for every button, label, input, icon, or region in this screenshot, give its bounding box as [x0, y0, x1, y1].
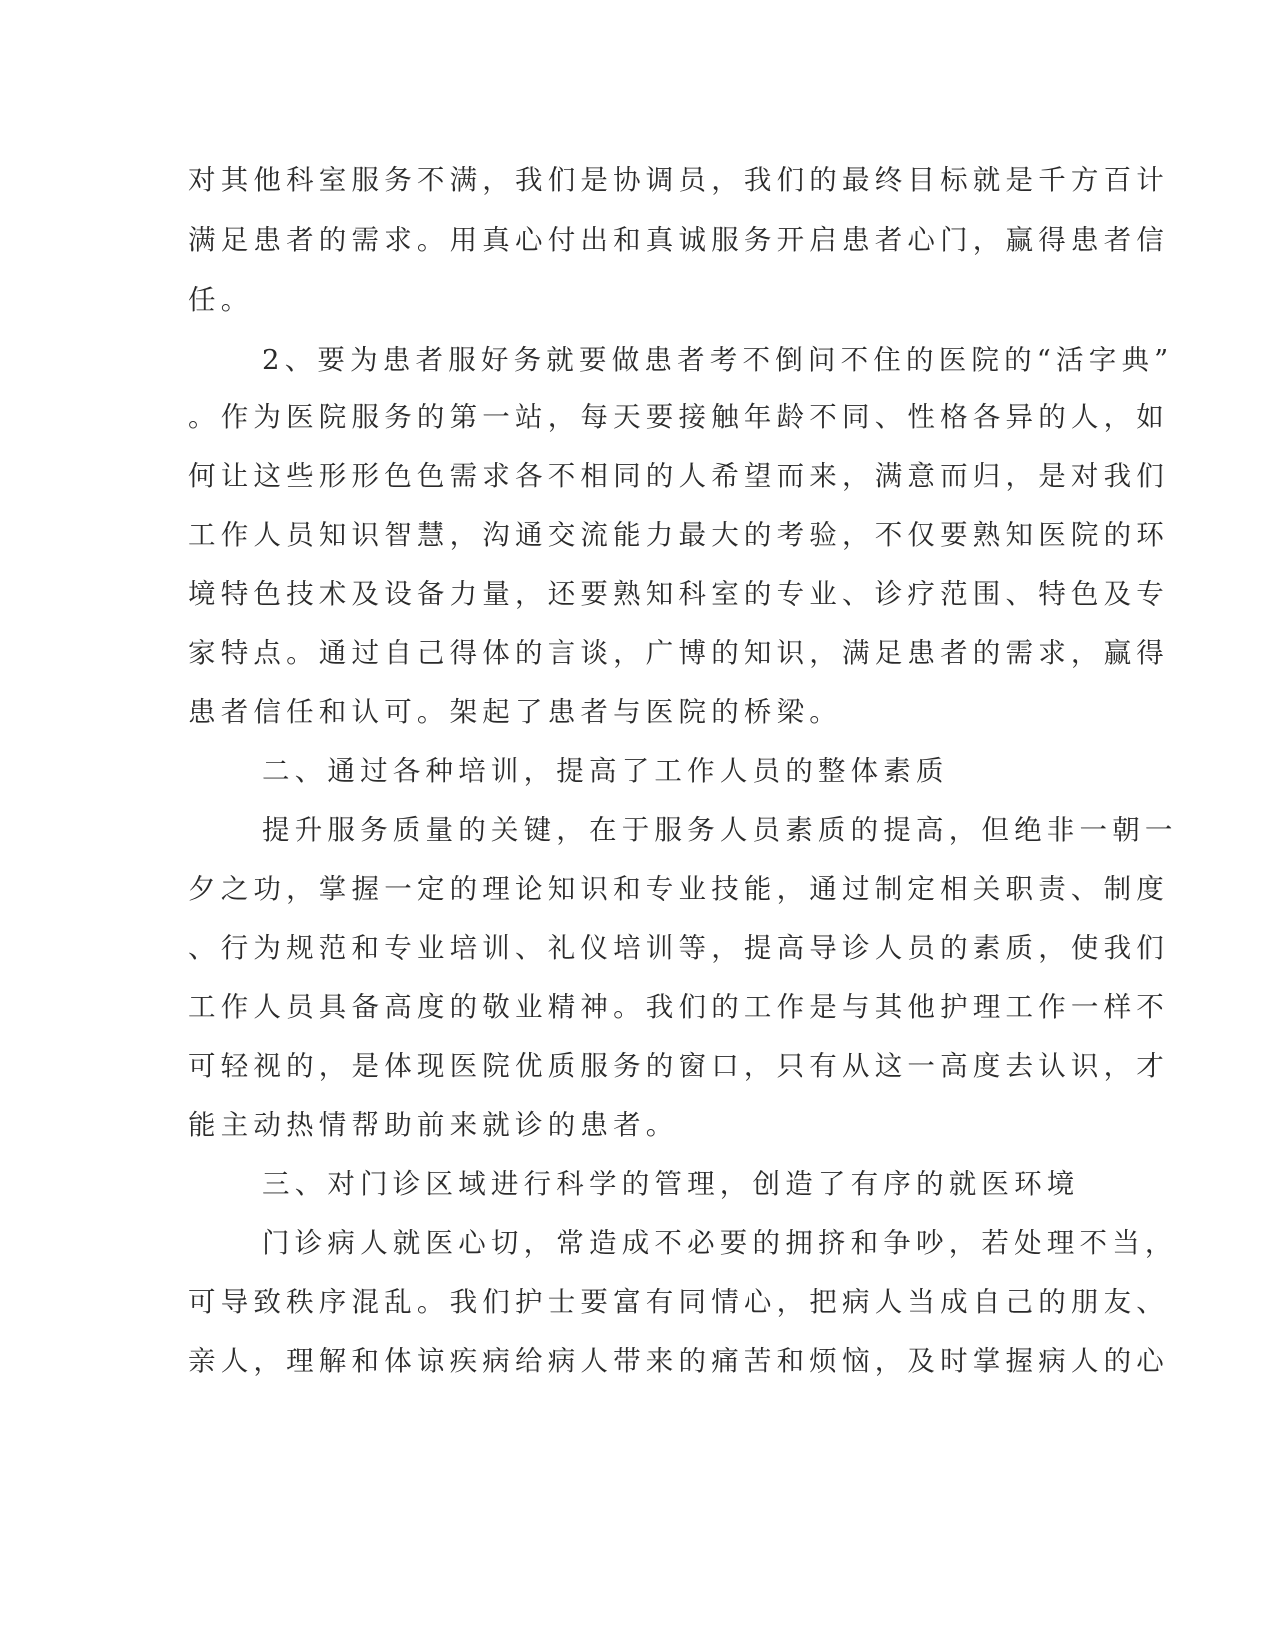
paragraph-line: 。作为医院服务的第一站，每天要接触年龄不同、性格各异的人，如 [188, 401, 1169, 433]
paragraph-line: 门诊病人就医心切，常造成不必要的拥挤和争吵，若处理不当， [262, 1227, 1178, 1259]
paragraph-line: 患者信任和认可。架起了患者与医院的桥梁。 [188, 696, 842, 728]
section-heading: 二、通过各种培训，提高了工作人员的整体素质 [262, 755, 949, 787]
paragraph-line: 可轻视的，是体现医院优质服务的窗口，只有从这一高度去认识，才 [188, 1050, 1169, 1082]
paragraph-line: 、行为规范和专业培训、礼仪培训等，提高导诊人员的素质，使我们 [188, 932, 1169, 964]
paragraph-line: 任。 [188, 284, 254, 316]
paragraph-line: 工作人员知识智慧，沟通交流能力最大的考验，不仅要熟知医院的环 [188, 519, 1169, 551]
paragraph-line: 境特色技术及设备力量，还要熟知科室的专业、诊疗范围、特色及专 [188, 578, 1169, 610]
paragraph-line: 工作人员具备高度的敬业精神。我们的工作是与其他护理工作一样不 [188, 991, 1169, 1023]
section-heading: 三、对门诊区域进行科学的管理，创造了有序的就医环境 [262, 1168, 1080, 1200]
paragraph-line: 家特点。通过自己得体的言谈，广博的知识，满足患者的需求，赢得 [188, 637, 1169, 669]
paragraph-line: 夕之功，掌握一定的理论知识和专业技能，通过制定相关职责、制度 [188, 873, 1169, 905]
paragraph-line: 满足患者的需求。用真心付出和真诚服务开启患者心门，赢得患者信 [188, 224, 1169, 256]
paragraph-line: 对其他科室服务不满，我们是协调员，我们的最终目标就是千方百计 [188, 164, 1169, 196]
paragraph-line: 亲人，理解和体谅疾病给病人带来的痛苦和烦恼，及时掌握病人的心 [188, 1345, 1169, 1377]
paragraph-line: 2、要为患者服好务就要做患者考不倒问不住的医院的“活字典” [262, 344, 1174, 376]
paragraph-line: 能主动热情帮助前来就诊的患者。 [188, 1109, 679, 1141]
paragraph-line: 提升服务质量的关键，在于服务人员素质的提高，但绝非一朝一 [262, 814, 1178, 846]
paragraph-line: 可导致秩序混乱。我们护士要富有同情心，把病人当成自己的朋友、 [188, 1286, 1169, 1318]
paragraph-line: 何让这些形形色色需求各不相同的人希望而来，满意而归，是对我们 [188, 460, 1169, 492]
